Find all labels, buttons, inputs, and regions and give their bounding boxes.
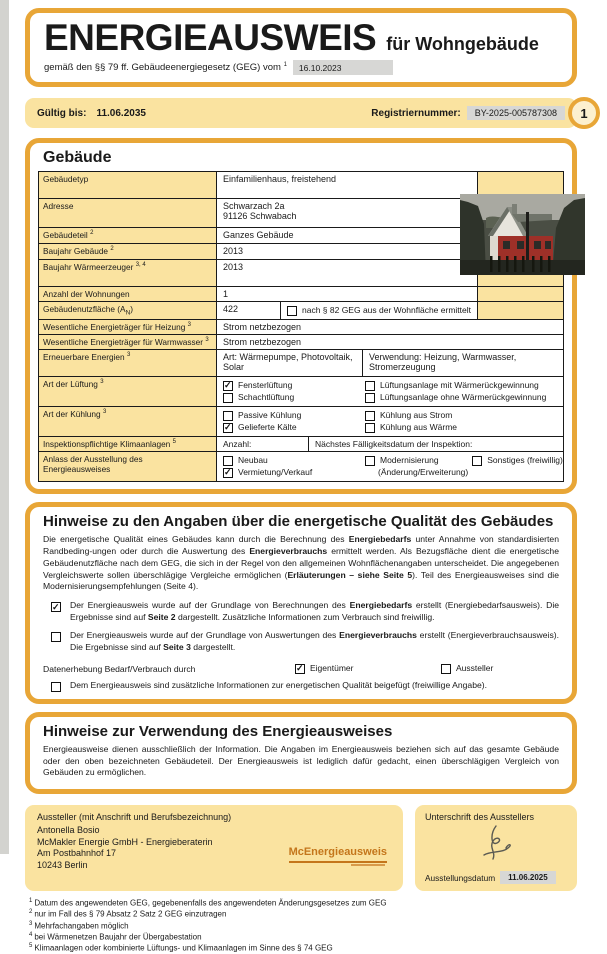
- datenerhebung-row: [43, 662, 559, 676]
- row-label: Erneuerbare Energien $^3$: [39, 350, 217, 376]
- valid-until-label: Gültig bis:: [37, 107, 87, 119]
- checkbox-label: Kühlung aus Wärme: [380, 422, 458, 432]
- row-kuehlung: [39, 407, 563, 437]
- footnote-5: $^5$ Klimaanlagen oder kombinierte Lüftungs- und Klimaanlagen im Sinne des § 74 GEG: [29, 943, 333, 953]
- klimaanlagen-anzahl-label: Anzahl:: [217, 437, 309, 451]
- issuer-header: Aussteller (mit Anschrift und Berufsbezeichnung): [37, 812, 232, 823]
- footnote-4: $^4$ bei Wärmenetzen Baujahr der Übergabestation: [29, 931, 202, 942]
- row-value: 2013: [217, 244, 477, 259]
- page-title: ENERGIEAUSWEIS: [44, 17, 377, 58]
- checkbox-label: Gelieferte Kälte: [238, 422, 297, 432]
- checkbox-fensterlueftung[interactable]: [223, 381, 233, 391]
- valid-until-date: 11.06.2035: [96, 107, 146, 119]
- issuer-name: Antonella Bosio: [37, 824, 100, 835]
- checkbox-label: Fensterlüftung: [238, 380, 293, 390]
- photo-cell: [477, 287, 563, 301]
- section-title-gebaeude: Gebäude: [43, 149, 112, 166]
- row-label: Anlass der Ausstellung des Energieausweises: [39, 452, 217, 481]
- checkbox-kuehlung-waerme[interactable]: [365, 423, 375, 433]
- issuer-city: 10243 Berlin: [37, 860, 88, 870]
- row-label: Gebäudeteil $^2$: [39, 228, 217, 243]
- bedarfsausweis-text: Der Energieausweis wurde auf der Grundlage von Berechnungen des Energiebedarfs erstellt (Energiebedarfsausweis). Die Ergebnisse sind auf Seite 2 dargestellt. Zusätzliche Informationen zum Verbrauch sind freiwillig.: [70, 600, 560, 622]
- row-value: Strom netzbezogen: [217, 335, 563, 349]
- registry-number-label: Registriernummer:: [371, 107, 461, 119]
- row-energietraeger-heizung: [39, 320, 563, 335]
- checkbox-aussteller[interactable]: [441, 664, 451, 674]
- checkbox-gelieferte-kaelte[interactable]: [223, 423, 233, 433]
- signature-title: Unterschrift des Ausstellers: [425, 812, 535, 823]
- row-label: Baujahr Wärmeerzeuger $^{3, 4}$: [39, 260, 217, 286]
- photo-cell: [477, 302, 563, 319]
- row-lueftung: [39, 377, 563, 407]
- row-value: 2013: [217, 260, 477, 286]
- issuer-box: [25, 805, 403, 891]
- row-erneuerbare: [39, 350, 563, 377]
- footnote-1: $^1$ Datum des angewendeten GEG, gegebenenfalls des angewendeten Änderungsgesetzes zum GEG: [29, 898, 387, 908]
- section-quality: [25, 502, 577, 704]
- checkbox-lueftung-ohne-wrg[interactable]: [365, 393, 375, 403]
- checkbox-label: Sonstiges (freiwillig): [487, 455, 563, 465]
- document-page: [25, 8, 588, 954]
- checkbox-schachtlueftung[interactable]: [223, 393, 233, 403]
- checkbox-passive-kuehlung[interactable]: [223, 411, 233, 421]
- row-label: Wesentliche Energieträger für Warmwasser $^3$: [39, 335, 217, 349]
- checkbox-zusatzinfo[interactable]: [51, 682, 61, 692]
- signature-image: [470, 824, 522, 864]
- zusatzinfo-text: Dem Energieausweis sind zusätzliche Informationen zur energetischen Qualität beigefügt (freiwillige Angabe).: [70, 679, 488, 690]
- erneuerbare-verwendung: Verwendung: Heizung, Warmwasser, Stromerzeugung: [369, 352, 517, 372]
- section-gebaeude: [25, 138, 577, 494]
- row-label: Inspektionspflichtige Klimaanlagen $^5$: [39, 437, 217, 451]
- checkbox-kuehlung-strom[interactable]: [365, 411, 375, 421]
- modernisierung-subtext: (Änderung/Erweiterung): [378, 467, 469, 477]
- klimaanlagen-faelligkeit-label: Nächstes Fälligkeitsdatum der Inspektion:: [315, 439, 473, 449]
- row-label: Gebäudenutzfläche $(A_N)$: [39, 302, 217, 319]
- checkbox-label: Lüftungsanlage ohne Wärmerückgewinnung: [380, 392, 547, 402]
- row-value: 1: [217, 287, 477, 301]
- row-anlass: [39, 452, 563, 481]
- erneuerbare-art: Art: Wärmepumpe, Photovoltaik, Solar: [217, 350, 363, 376]
- usage-text: Energieausweise dienen ausschließlich der Information. Die Angaben im Energieausweis beziehen sich auf das gesamte Gebäude oder den oben bezeichneten Gebäudeteil. Der Energieausweis ist lediglich dafür gedacht, einen überschlägigen Vergleich von Gebäuden zu ermöglichen.: [43, 743, 559, 778]
- row-label: Art der Lüftung $^3$: [39, 377, 217, 406]
- checkbox-vermietung-verkauf[interactable]: [223, 468, 233, 478]
- section-title-usage: Hinweise zur Verwendung des Energieausweises: [43, 722, 393, 740]
- verbrauchsausweis-row: [51, 630, 559, 653]
- issue-date-label: Ausstellungsdatum: [425, 872, 496, 883]
- checkbox-lueftung-mit-wrg[interactable]: [365, 381, 375, 391]
- checkbox-label: nach § 82 GEG aus der Wohnfläche ermittelt: [302, 305, 471, 315]
- issuer-row: [25, 805, 577, 891]
- checkbox-label: Kühlung aus Strom: [380, 410, 453, 420]
- scan-edge: [0, 0, 9, 854]
- row-anzahl-wohnungen: [39, 287, 563, 302]
- geg-date-field[interactable]: 16.10.2023: [293, 60, 393, 75]
- footnotes: [29, 898, 577, 954]
- row-value: Strom netzbezogen: [217, 320, 563, 334]
- checkbox-label: Modernisierung: [380, 455, 439, 465]
- checkbox-verbrauchsausweis[interactable]: [51, 632, 61, 642]
- checkbox-label: Schachtlüftung: [238, 392, 295, 402]
- checkbox-label: Aussteller: [456, 662, 494, 673]
- row-nutzflaeche: [39, 302, 563, 320]
- header: [25, 8, 577, 87]
- footnote-3: $^3$ Mehrfachangaben möglich: [29, 920, 129, 931]
- page-subtitle: für Wohngebäude: [386, 34, 539, 54]
- verbrauchsausweis-text: Der Energieausweis wurde auf der Grundlage von Auswertungen des Energieverbrauchs erstellt (Energieverbrauchsausweis). Die Ergebnisse sind auf Seite 3 dargestellt.: [70, 630, 559, 653]
- building-photo-image: [460, 194, 585, 275]
- section-usage: [25, 712, 577, 795]
- issue-date-field[interactable]: 11.06.2025: [500, 871, 556, 884]
- checkbox-eigentuemer[interactable]: [295, 664, 305, 674]
- page-number-badge: 1: [568, 97, 600, 129]
- checkbox-neubau[interactable]: [223, 456, 233, 466]
- row-label: Anzahl der Wohnungen: [39, 287, 217, 301]
- row-label: Wesentliche Energieträger für Heizung $^3$: [39, 320, 217, 334]
- row-energietraeger-warmwasser: [39, 335, 563, 350]
- footnote-2: $^2$ nur im Fall des § 79 Absatz 2 Satz 2 GEG einzutragen: [29, 909, 227, 920]
- bedarfsausweis-row: [51, 600, 559, 623]
- issuer-street: Am Postbahnhof 17: [37, 848, 117, 859]
- validity-bar: [25, 98, 577, 128]
- signature-box: [415, 805, 577, 891]
- row-label: Adresse: [39, 199, 217, 227]
- row-value: Einfamilienhaus, freistehend: [217, 172, 477, 198]
- checkbox-label: Vermietung/Verkauf: [238, 467, 313, 477]
- section-title-quality: Hinweise zu den Angaben über die energetische Qualität des Gebäudes: [43, 513, 554, 530]
- checkbox-label: Lüftungsanlage mit Wärmerückgewinnung: [380, 380, 539, 390]
- row-value: Ganzes Gebäude: [217, 228, 477, 243]
- zusatzinfo-row: [51, 680, 559, 692]
- issuer-company: McMakler Energie GmbH - Energieberaterin: [37, 836, 213, 847]
- checkbox-sonstiges[interactable]: [472, 456, 482, 466]
- quality-intro: Die energetische Qualität eines Gebäudes kann durch die Berechnung des Energiebedarfs unter Annahme von standardisierten Randbeding-ungen oder durch die Auswertung des Energieverbrauchs ermittelt werden. Als Bezugsfläche dient die energetische Gebäudenutzfläche nach dem GEG, die sich in der Regel von den allgemeinen Wohnflächenangaben unterscheidet. Die angegebenen Vergleichswerte sollen überschlägige Vergleiche ermöglichen (Erläuterungen – siehe Seite 5). Teil des Energieausweises sind die Modernisierungsempfehlungen (Seite 4).: [43, 534, 559, 592]
- checkbox-modernisierung[interactable]: [365, 456, 375, 466]
- row-label: Art der Kühlung $^3$: [39, 407, 217, 436]
- row-label: Gebäudetyp: [39, 172, 217, 198]
- datenerhebung-label: Datenerhebung Bedarf/Verbrauch durch: [43, 663, 196, 674]
- checkbox-label: Eigentümer: [310, 662, 354, 673]
- validity-row: [25, 98, 588, 128]
- nutzflaeche-value: 422: [217, 302, 281, 319]
- law-reference: gemäß den §§ 79 ff. Gebäudeenergiegesetz (GEG) vom $^1$: [44, 61, 287, 74]
- row-label: Baujahr Gebäude $^2$: [39, 244, 217, 259]
- checkbox-wohnflaeche[interactable]: [287, 306, 297, 316]
- checkbox-label: Passive Kühlung: [238, 410, 302, 420]
- checkbox-bedarfsausweis[interactable]: [51, 602, 61, 612]
- mcenergieausweis-logo: McEnergieausweis: [289, 845, 387, 862]
- row-value: Schwarzach 2a 91126 Schwabach: [217, 199, 477, 227]
- checkbox-label: Neubau: [238, 455, 268, 465]
- registry-number-field[interactable]: BY-2025-005787308: [467, 106, 565, 120]
- row-klimaanlagen: [39, 437, 563, 452]
